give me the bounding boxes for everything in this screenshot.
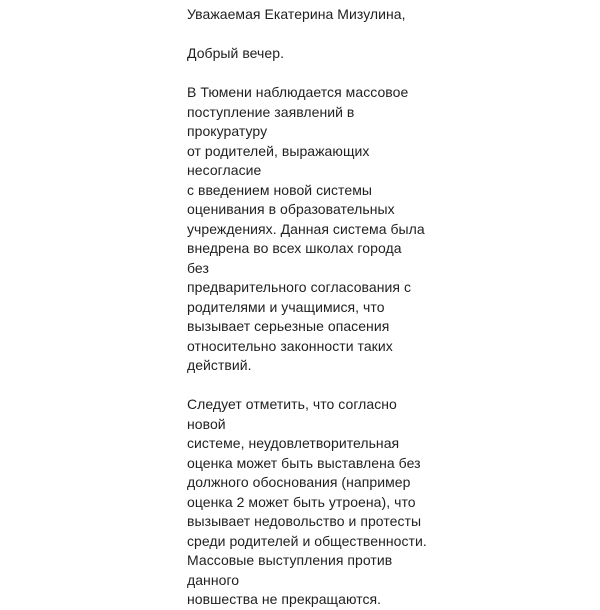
letter-salutation: Уважаемая Екатерина Мизулина,: [187, 6, 406, 22]
letter-paragraph-2: Следует отметить, что согласно новой системе, неудовлетворительная оценка может быть выставлена без должного обоснования (например оценка 2 может быть утроена), что вызывает недовольство и протесты среди родителей и общественности. Массовые выступления против данного новшества не прекращаются.: [187, 396, 427, 607]
letter-greeting: Добрый вечер.: [187, 45, 285, 61]
letter-body: [187, 5, 427, 610]
paragraph-spacer: [187, 64, 427, 84]
paragraph-spacer: [187, 376, 427, 396]
paragraph-spacer: [187, 25, 427, 45]
letter-paragraph-1: В Тюмени наблюдается массовое поступление заявлений в прокуратуру от родителей, выражающих несогласие с введением новой системы оценивания в образовательных учреждениях. Данная система была внедрена во всех школах города без предварительного согласования с родителями и учащимися, что вызывает серьезные опасения относительно законности таких действий.: [187, 84, 425, 373]
